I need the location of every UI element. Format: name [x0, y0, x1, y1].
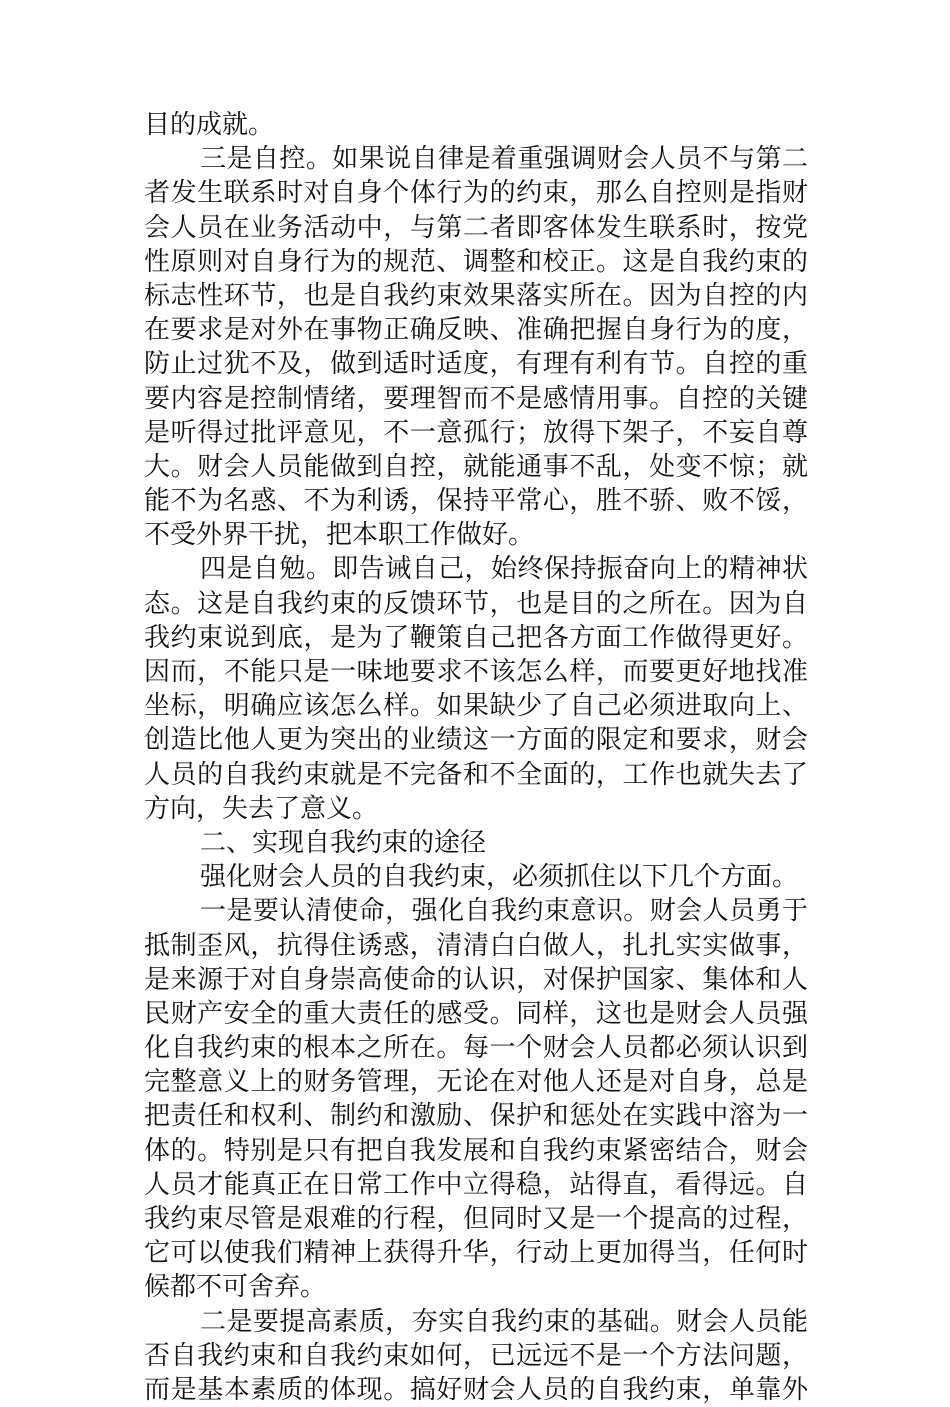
- text-line: 三是自控。如果说自律是着重强调财会人员不与第二: [200, 144, 808, 175]
- text-line: 民财产安全的重大责任的感受。同样，这也是财会人员强: [144, 998, 808, 1029]
- text-line: 而是基本素质的体现。搞好财会人员的自我约束，单靠外: [144, 1374, 808, 1405]
- text-line: 抵制歪风，抗得住诱惑，清清白白做人，扎扎实实做事，: [144, 930, 808, 961]
- text-line: 把责任和权利、制约和激励、保护和惩处在实践中溶为一: [144, 1101, 808, 1132]
- text-line: 性原则对自身行为的规范、调整和校正。这是自我约束的: [144, 246, 808, 277]
- text-line: 大。财会人员能做到自控，就能通事不乱，处变不惊；就: [144, 451, 808, 482]
- text-line: 四是自勉。即告诫自己，始终保持振奋向上的精神状: [200, 554, 808, 585]
- text-line: 我约束说到底，是为了鞭策自己把各方面工作做得更好。: [144, 622, 808, 653]
- text-line: 体的。特别是只有把自我发展和自我约束紧密结合，财会: [144, 1135, 808, 1166]
- text-line: 二是要提高素质，夯实自我约束的基础。财会人员能: [200, 1306, 808, 1337]
- text-line: 会人员在业务活动中，与第二者即客体发生联系时，按党: [144, 212, 808, 243]
- text-line: 坐标，明确应该怎么样。如果缺少了自己必须进取向上、: [144, 691, 808, 722]
- text-line: 方向，失去了意义。: [144, 793, 379, 824]
- text-line: 候都不可舍弃。: [144, 1272, 327, 1303]
- text-line: 目的成就。: [144, 110, 275, 140]
- text-line: 完整意义上的财务管理，无论在对他人还是对自身，总是: [144, 1067, 808, 1098]
- text-line: 强化财会人员的自我约束，必须抓住以下几个方面。: [200, 862, 799, 893]
- text-line: 人员才能真正在日常工作中立得稳，站得直，看得远。自: [144, 1169, 808, 1200]
- text-line: 是听得过批评意见，不一意孤行；放得下架子，不妄自尊: [144, 417, 808, 448]
- text-line: 在要求是对外在事物正确反映、准确把握自身行为的度，: [144, 315, 808, 346]
- text-line: 者发生联系时对自身个体行为的约束，那么自控则是指财: [144, 178, 808, 209]
- text-line: 否自我约束和自我约束如何，已远远不是一个方法问题，: [144, 1340, 808, 1371]
- text-line: 它可以使我们精神上获得升华，行动上更加得当，任何时: [144, 1238, 808, 1269]
- text-line: 创造比他人更为突出的业绩这一方面的限定和要求，财会: [144, 725, 808, 756]
- text-line: 标志性环节，也是自我约束效果落实所在。因为自控的内: [144, 280, 808, 311]
- text-line: 能不为名惑、不为利诱，保持平常心，胜不骄、败不馁，: [144, 486, 808, 517]
- text-line: 防止过犹不及，做到适时适度，有理有利有节。自控的重: [144, 349, 808, 380]
- text-line: 我约束尽管是艰难的行程，但同时又是一个提高的过程，: [144, 1204, 808, 1234]
- text-line: 要内容是控制情绪，要理智而不是感情用事。自控的关键: [144, 383, 808, 414]
- text-line: 是来源于对自身崇高使命的认识，对保护国家、集体和人: [144, 964, 808, 995]
- document-body: [144, 108, 808, 1407]
- text-line: 二、实现自我约束的途径: [200, 827, 487, 858]
- text-line: 不受外界干扰，把本职工作做好。: [144, 520, 535, 551]
- text-line: 人员的自我约束就是不完备和不全面的，工作也就失去了: [144, 759, 808, 790]
- text-line: 一是要认清使命，强化自我约束意识。财会人员勇于: [200, 896, 808, 927]
- text-line: 态。这是自我约束的反馈环节，也是目的之所在。因为自: [144, 588, 808, 619]
- text-line: 因而，不能只是一味地要求不该怎么样，而要更好地找准: [144, 657, 808, 687]
- text-line: 化自我约束的根本之所在。每一个财会人员都必须认识到: [144, 1033, 808, 1064]
